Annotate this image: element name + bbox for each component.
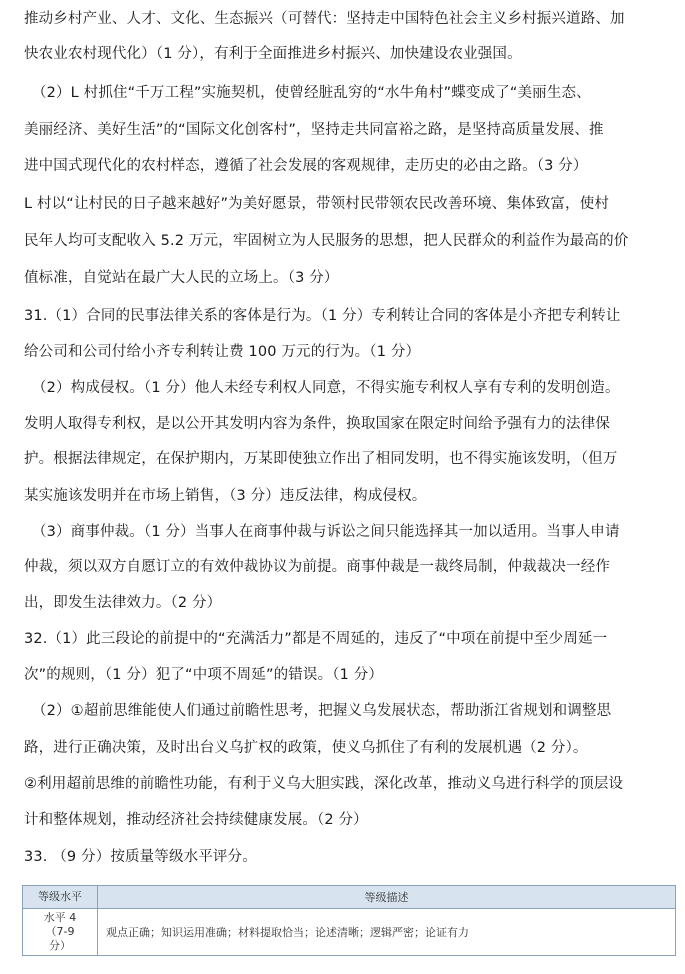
text-line-17: 出，即发生法律效力。（2 分）: [24, 595, 222, 611]
text-line-1: 推动乡村产业、人才、文化、生态振兴（可替代：坚持走中国特色社会主义乡村振兴道路、加: [24, 11, 625, 27]
text-line-14: 某实施该发明并在市场上销售，（3 分）违反法律，构成侵权。: [24, 488, 427, 504]
text-line-21: 路，进行正确决策，及时出台义乌扩权的政策，使义乌抓住了有利的发展机遇（2 分）。: [24, 740, 588, 756]
text-line-15: （3）商事仲裁。（1 分）当事人在商事仲裁与诉讼之间只能选择其一加以适用。当事人申请: [32, 524, 620, 540]
text-line-23: 计和整体规划，推动经济社会持续健康发展。（2 分）: [24, 812, 368, 828]
level-cell: [23, 909, 98, 956]
text-line-20: （2）①超前思维能使人们通过前瞻性思考，把握义乌发展状态，帮助浙江省规划和调整思: [32, 703, 612, 719]
level-score-range: （7-9: [45, 925, 75, 938]
grade-table: [22, 885, 676, 956]
level-description: 观点正确；知识运用准确；材料提取恰当；论述清晰；逻辑严密；论证有力: [98, 909, 676, 956]
text-line-22: ②利用超前思维的前瞻性功能，有利于义乌大胆实践，深化改革，推动义乌进行科学的顶层设: [24, 776, 624, 792]
text-line-7: 民年人均可支配收入 5.2 万元，牢固树立为人民服务的思想，把人民群众的利益作为最高的价: [24, 233, 629, 249]
text-line-3: （2）L 村抓住“千万工程”实施契机，使曾经脏乱穷的“水牛角村”蝶变成了“美丽生态、: [32, 85, 591, 101]
text-line-12: 发明人取得专利权，是以公开其发明内容为条件，换取国家在限定时间给予强有力的法律保: [24, 416, 610, 432]
text-line-9: 31.（1）合同的民事法律关系的客体是行为。（1 分）专利转让合同的客体是小齐把专利转让: [24, 308, 621, 324]
table-header-description: 等级描述: [98, 886, 676, 909]
table-row: [23, 909, 676, 956]
text-line-5: 进中国式现代化的农村样态，遵循了社会发展的客观规律，走历史的必由之路。（3 分）: [24, 158, 588, 174]
text-line-18: 32.（1）此三段论的前提中的“充满活力”都是不周延的，违反了“中项在前提中至少周延一: [24, 631, 608, 647]
text-line-2: 快农业农村现代化）（1 分），有利于全面推进乡村振兴、加快建设农业强国。: [24, 46, 522, 62]
text-line-16: 仲裁，须以双方自愿订立的有效仲裁协议为前提。商事仲裁是一裁终局制，仲裁裁决一经作: [24, 559, 610, 575]
text-line-10: 给公司和公司付给小齐专利转让费 100 万元的行为。（1 分）: [24, 344, 421, 360]
text-line-11: （2）构成侵权。（1 分）他人未经专利权人同意，不得实施专利权人享有专利的发明创造。: [32, 380, 620, 396]
text-line-19: 次”的规则，（1 分）犯了“中项不周延”的错误。（1 分）: [24, 667, 384, 683]
table-header-row: [23, 886, 676, 909]
level-score-unit: 分）: [49, 939, 71, 952]
text-line-13: 护。根据法律规定，在保护期内，万某即使独立作出了相同发明，也不得实施该发明，（但万: [24, 451, 618, 467]
text-line-24: 33. （9 分）按质量等级水平评分。: [24, 849, 257, 865]
table-header-level: 等级水平: [23, 886, 98, 909]
level-name: 水平 4: [43, 911, 77, 924]
text-line-4: 美丽经济、美好生活”的“国际文化创客村”，坚持走共同富裕之路，是坚持高质量发展、推: [24, 122, 604, 138]
text-line-6: L 村以“让村民的日子越来越好”为美好愿景，带领村民带领农民改善环境、集体致富，使村: [24, 196, 610, 212]
text-line-8: 值标准，自觉站在最广大人民的立场上。（3 分）: [24, 270, 339, 286]
